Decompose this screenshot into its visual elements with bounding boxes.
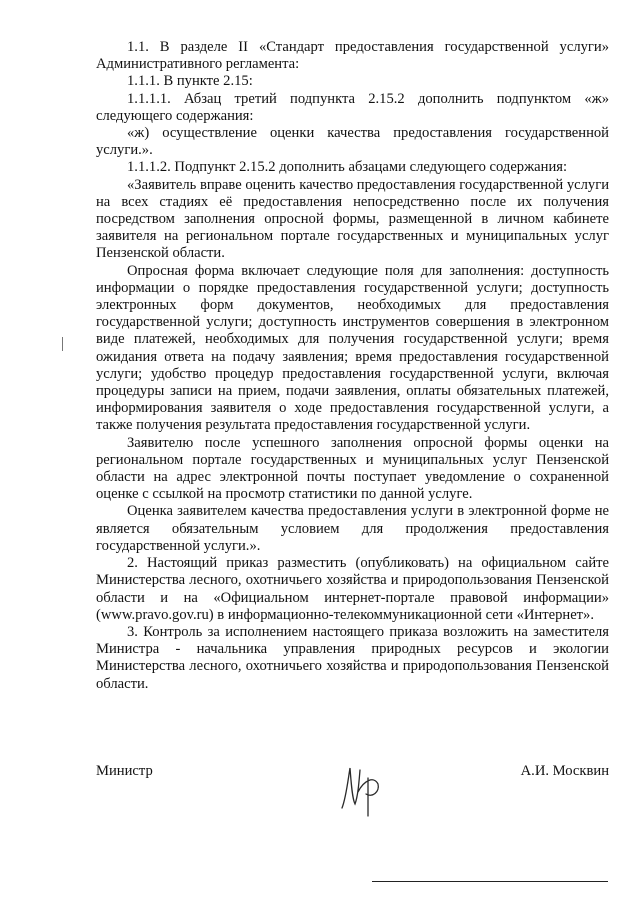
paragraph-1-1-1: 1.1.1. В пункте 2.15: (127, 73, 253, 90)
margin-mark (62, 337, 63, 351)
document-body (96, 39, 609, 693)
paragraph-1-1-1-1: 1.1.1.1. Абзац третий подпункта 2.15.2 дополнить подпунктом «ж» следующего содержания: (96, 90, 609, 124)
signatory-title: Министр (96, 763, 153, 779)
paragraph-publication: 2. Настоящий приказ разместить (опубликовать) на официальном сайте Министерства лесного, охотничьего хозяйства и природопользования Пензенской области и на «Официальном интернет-портале правовой информации» (www.pravo.gov.ru) в информационно-телекоммуникационной сети «Интернет». (96, 555, 609, 623)
footer-divider (372, 881, 608, 882)
handwritten-signature (328, 758, 388, 818)
signatory-name: А.И. Москвин (520, 763, 609, 779)
paragraph-applicant-rating: «Заявитель вправе оценить качество предоставления государственной услуги на всех стадиях её предоставления непосредственно после их получения посредством заполнения опросной формы, размещенной в личном кабинете заявителя на региональном портале государственных и муниципальных услуг Пензенской области. (96, 176, 609, 262)
paragraph-control: 3. Контроль за исполнением настоящего приказа возложить на заместителя Министра - начальника управления природных ресурсов и экологии Министерства лесного, охотничьего хозяйства и природопользования Пензенской области. (96, 623, 609, 692)
paragraph-1-1: 1.1. В разделе II «Стандарт предоставления государственной услуги» Административного регламента: (96, 39, 609, 73)
signature-block (96, 758, 609, 818)
paragraph-optional-rating: Оценка заявителем качества предоставления услуги в электронной форме не является обязательным условием для продолжения предоставления государственной услуги.». (96, 503, 609, 554)
paragraph-survey-fields: Опросная форма включает следующие поля для заполнения: доступность информации о порядке предоставления государственной услуги; доступность электронных форм документов, необходимых для предоставления государственной услуги; доступность инструментов совершения в электронном виде платежей, необходимых для получения государственной услуги; время ожидания ответа на подачу заявления; время предоставления государственной услуги; удобство процедур предоставления государственной услуги, включая процедуры записи на прием, подачи заявления, оплаты обязательных платежей, информирования заявителя о ходе предоставления государственной услуги, а также получения результата предоставления государственной услуги. (96, 262, 609, 434)
paragraph-1-1-1-2: 1.1.1.2. Подпункт 2.15.2 дополнить абзацами следующего содержания: (127, 159, 568, 176)
paragraph-notification: Заявителю после успешного заполнения опросной формы оценки на региональном портале государственных и муниципальных услуг Пензенской области на адрес электронной почты поступает уведомление о сохраненной оценке с ссылкой на просмотр статистики по данной услуге. (96, 434, 609, 503)
paragraph-subitem-zh: «ж) осуществление оценки качества предоставления государственной услуги.». (96, 125, 609, 159)
